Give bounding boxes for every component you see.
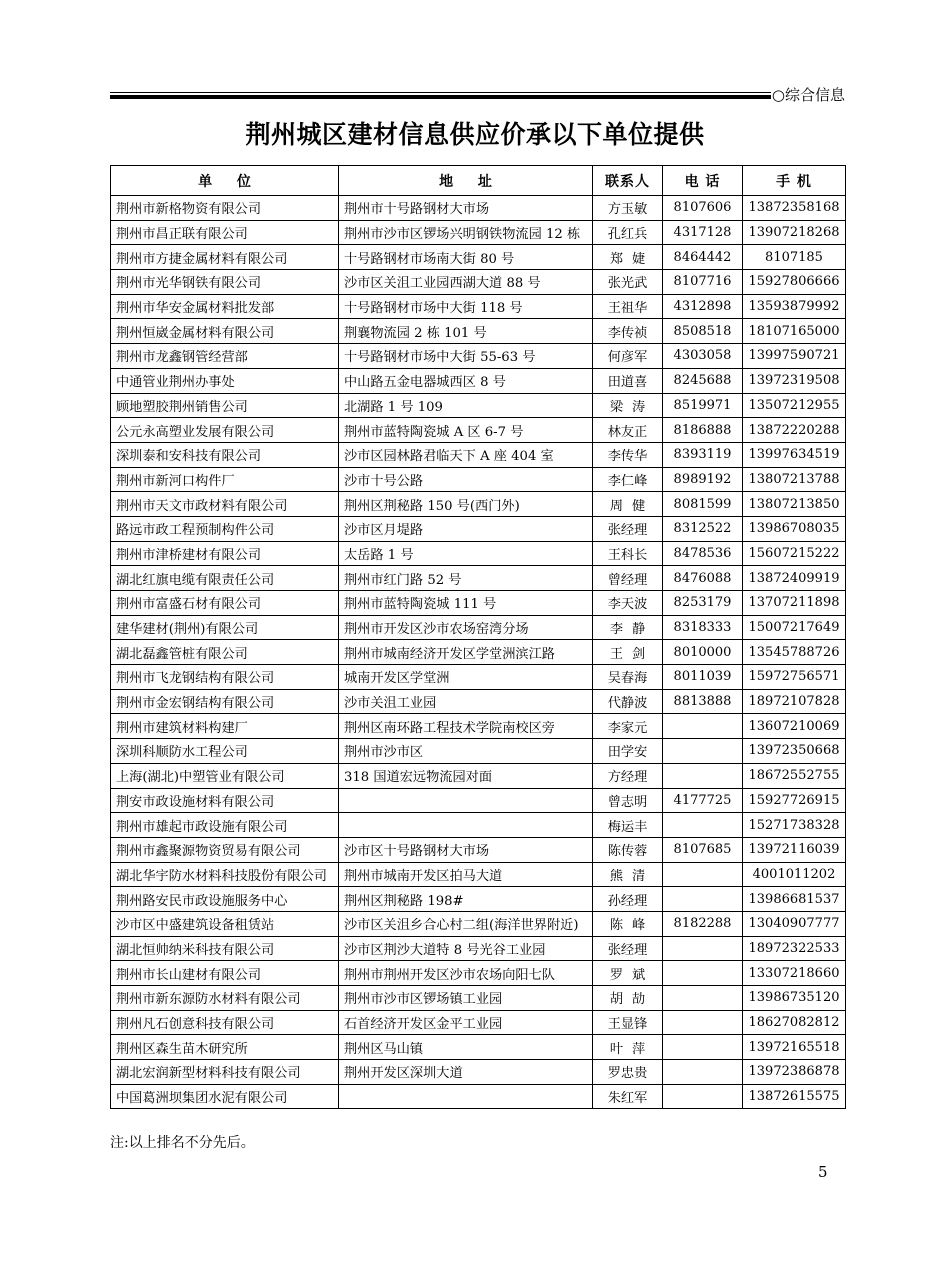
column-header-contact-label: 联系人 (605, 173, 650, 190)
cell-mobile: 13907218268 (743, 220, 846, 245)
cell-phone: 8476088 (663, 566, 743, 591)
cell-phone (663, 739, 743, 764)
cell-address: 荆州市荆州开发区沙市农场向阳七队 (339, 961, 593, 986)
cell-unit: 荆州市方捷金属材料有限公司 (111, 245, 339, 270)
cell-mobile: 13707211898 (743, 591, 846, 616)
table-row (111, 615, 846, 640)
cell-unit: 公元永高塑业发展有限公司 (111, 418, 339, 443)
cell-address (339, 1084, 593, 1109)
cell-mobile: 13986708035 (743, 516, 846, 541)
cell-contact: 孔红兵 (593, 220, 663, 245)
cell-unit: 荆州市建筑材料构建厂 (111, 714, 339, 739)
cell-address: 荆州区荆秘路 198# (339, 887, 593, 912)
cell-contact: 李传祯 (593, 319, 663, 344)
cell-unit: 深圳科顺防水工程公司 (111, 739, 339, 764)
cell-mobile: 15927726915 (743, 788, 846, 813)
cell-contact: 李天波 (593, 591, 663, 616)
table-row (111, 418, 846, 443)
cell-contact (593, 961, 663, 986)
page-title: 荆州城区建材信息供应价承以下单位提供 (245, 120, 705, 149)
cell-mobile: 13997590721 (743, 344, 846, 369)
cell-unit: 沙市区中盛建筑设备租赁站 (111, 911, 339, 936)
cell-mobile: 13972319508 (743, 368, 846, 393)
table-row (111, 1060, 846, 1085)
cell-phone: 4317128 (663, 220, 743, 245)
column-header-phone-label: 电 话 (684, 173, 721, 190)
cell-unit: 顾地塑胶荆州销售公司 (111, 393, 339, 418)
cell-contact (593, 911, 663, 936)
cell-mobile: 13972350668 (743, 739, 846, 764)
cell-contact: 李仁峰 (593, 467, 663, 492)
table-row (111, 492, 846, 517)
cell-unit: 湖北红旗电缆有限责任公司 (111, 566, 339, 591)
cell-address: 十号路钢材市场南大街 80 号 (339, 245, 593, 270)
cell-unit: 深圳泰和安科技有限公司 (111, 442, 339, 467)
cell-unit: 荆州市新格物资有限公司 (111, 196, 339, 221)
cell-unit: 荆州市鑫聚源物资贸易有限公司 (111, 837, 339, 862)
table-row (111, 294, 846, 319)
cell-contact: 方经理 (593, 763, 663, 788)
cell-phone: 8508518 (663, 319, 743, 344)
cell-address: 荆州市红门路 52 号 (339, 566, 593, 591)
cell-address: 荆州市城南开发区拍马大道 (339, 862, 593, 887)
table-row (111, 270, 846, 295)
cell-contact: 陈传蓉 (593, 837, 663, 862)
contact-name-spread: 罗斌 (609, 967, 655, 983)
cell-mobile: 13972165518 (743, 1035, 846, 1060)
supply-table (110, 165, 846, 1109)
cell-unit: 荆州区森生苗木研究所 (111, 1035, 339, 1060)
table-row (111, 986, 846, 1011)
contact-name-spread: 陈峰 (609, 918, 655, 934)
cell-unit: 路远市政工程预制构件公司 (111, 516, 339, 541)
cell-mobile: 15007217649 (743, 615, 846, 640)
cell-address: 荆州市蓝特陶瓷城 111 号 (339, 591, 593, 616)
cell-mobile: 15927806666 (743, 270, 846, 295)
cell-mobile: 13545788726 (743, 640, 846, 665)
table-row (111, 1035, 846, 1060)
header-section-label: ○综合信息 (771, 86, 845, 104)
cell-phone (663, 1084, 743, 1109)
table-row (111, 319, 846, 344)
table-row (111, 640, 846, 665)
cell-unit: 荆州市天文市政材料有限公司 (111, 492, 339, 517)
table-body (111, 196, 846, 1109)
table-row (111, 665, 846, 690)
cell-mobile: 13872220288 (743, 418, 846, 443)
cell-phone: 8393119 (663, 442, 743, 467)
cell-mobile: 13593879992 (743, 294, 846, 319)
cell-unit: 建华建材(荆州)有限公司 (111, 615, 339, 640)
cell-phone: 8989192 (663, 467, 743, 492)
cell-address: 荆州区马山镇 (339, 1035, 593, 1060)
cell-phone (663, 986, 743, 1011)
cell-contact: 曾经理 (593, 566, 663, 591)
cell-mobile: 13986735120 (743, 986, 846, 1011)
cell-mobile: 13507212955 (743, 393, 846, 418)
cell-contact (593, 862, 663, 887)
cell-address: 荆襄物流园 2 栋 101 号 (339, 319, 593, 344)
cell-mobile: 8107185 (743, 245, 846, 270)
cell-address: 沙市关沮工业园 (339, 689, 593, 714)
cell-mobile: 13607210069 (743, 714, 846, 739)
cell-mobile: 15271738328 (743, 813, 846, 838)
cell-unit: 荆州市昌正联有限公司 (111, 220, 339, 245)
cell-phone: 4312898 (663, 294, 743, 319)
cell-address: 荆州市沙市区 (339, 739, 593, 764)
cell-address: 荆州市沙市区锣场镇工业园 (339, 986, 593, 1011)
cell-phone: 8318333 (663, 615, 743, 640)
cell-address (339, 788, 593, 813)
cell-unit: 荆州市金宏钢结构有限公司 (111, 689, 339, 714)
cell-unit: 荆州市龙鑫钢管经营部 (111, 344, 339, 369)
cell-phone (663, 813, 743, 838)
cell-contact (593, 1035, 663, 1060)
table-row (111, 220, 846, 245)
cell-phone: 8010000 (663, 640, 743, 665)
cell-unit: 荆州市津桥建材有限公司 (111, 541, 339, 566)
column-header-phone (663, 166, 743, 196)
cell-phone: 8245688 (663, 368, 743, 393)
cell-mobile: 13807213788 (743, 467, 846, 492)
cell-contact: 林友正 (593, 418, 663, 443)
cell-address: 沙市区关沮工业园西湖大道 88 号 (339, 270, 593, 295)
contact-name-spread: 叶萍 (609, 1041, 655, 1057)
cell-phone: 8107685 (663, 837, 743, 862)
table-row (111, 368, 846, 393)
table-row (111, 813, 846, 838)
cell-contact (593, 492, 663, 517)
cell-contact: 张光武 (593, 270, 663, 295)
table-row (111, 961, 846, 986)
cell-contact: 罗忠贵 (593, 1060, 663, 1085)
cell-contact: 张经理 (593, 516, 663, 541)
cell-address: 荆州市蓝特陶瓷城 A 区 6-7 号 (339, 418, 593, 443)
cell-contact: 吴春海 (593, 665, 663, 690)
table-row (111, 541, 846, 566)
cell-phone: 4177725 (663, 788, 743, 813)
table-row (111, 591, 846, 616)
cell-address: 荆州市开发区沙市农场窑湾分场 (339, 615, 593, 640)
cell-unit: 中通管业荆州办事处 (111, 368, 339, 393)
table-row (111, 837, 846, 862)
cell-contact: 李家元 (593, 714, 663, 739)
page-number: 5 (818, 1163, 828, 1181)
cell-address: 沙市区园林路君临天下 A 座 404 室 (339, 442, 593, 467)
cell-contact: 何彦军 (593, 344, 663, 369)
cell-address: 十号路钢材市场中大街 118 号 (339, 294, 593, 319)
cell-unit: 上海(湖北)中塑管业有限公司 (111, 763, 339, 788)
table-row (111, 393, 846, 418)
cell-unit: 湖北宏润新型材料科技有限公司 (111, 1060, 339, 1085)
cell-mobile: 13997634519 (743, 442, 846, 467)
cell-unit: 荆州市飞龙钢结构有限公司 (111, 665, 339, 690)
cell-address (339, 813, 593, 838)
contact-name-spread: 熊清 (609, 868, 655, 884)
contact-name-spread: 梁涛 (609, 399, 655, 415)
cell-unit: 荆州恒崴金属材料有限公司 (111, 319, 339, 344)
cell-phone (663, 862, 743, 887)
cell-address: 沙市区十号路钢材大市场 (339, 837, 593, 862)
table-row (111, 566, 846, 591)
cell-phone (663, 1035, 743, 1060)
cell-contact (593, 393, 663, 418)
cell-mobile: 13040907777 (743, 911, 846, 936)
cell-contact: 梅运丰 (593, 813, 663, 838)
cell-address: 中山路五金电器城西区 8 号 (339, 368, 593, 393)
cell-unit: 荆州凡石创意科技有限公司 (111, 1010, 339, 1035)
cell-address: 荆州市城南经济开发区学堂洲滨江路 (339, 640, 593, 665)
cell-mobile: 18627082812 (743, 1010, 846, 1035)
table-row (111, 1010, 846, 1035)
cell-mobile: 13307218660 (743, 961, 846, 986)
cell-mobile: 13872615575 (743, 1084, 846, 1109)
cell-unit: 荆州市长山建材有限公司 (111, 961, 339, 986)
cell-phone: 8107606 (663, 196, 743, 221)
cell-unit: 荆州市华安金属材料批发部 (111, 294, 339, 319)
supply-table-container (110, 165, 845, 1109)
table-row (111, 714, 846, 739)
cell-mobile: 18972322533 (743, 936, 846, 961)
cell-contact: 张经理 (593, 936, 663, 961)
table-row (111, 442, 846, 467)
table-row (111, 689, 846, 714)
cell-contact: 孙经理 (593, 887, 663, 912)
cell-phone: 4303058 (663, 344, 743, 369)
column-header-address-label: 地 址 (439, 173, 502, 190)
footnote: 注:以上排名不分先后。 (110, 1135, 255, 1151)
cell-phone (663, 714, 743, 739)
cell-mobile: 13872409919 (743, 566, 846, 591)
cell-phone: 8253179 (663, 591, 743, 616)
cell-phone: 8813888 (663, 689, 743, 714)
cell-address: 十号路钢材市场中大街 55-63 号 (339, 344, 593, 369)
cell-mobile: 15607215222 (743, 541, 846, 566)
cell-address: 荆州区荆秘路 150 号(西门外) (339, 492, 593, 517)
cell-phone: 8312522 (663, 516, 743, 541)
column-header-contact (593, 166, 663, 196)
cell-unit: 湖北磊鑫管桩有限公司 (111, 640, 339, 665)
cell-address: 荆州市十号路钢材大市场 (339, 196, 593, 221)
cell-address: 荆州开发区深圳大道 (339, 1060, 593, 1085)
table-row (111, 862, 846, 887)
table-row (111, 196, 846, 221)
cell-contact: 王科长 (593, 541, 663, 566)
contact-name-spread: 周健 (609, 498, 655, 514)
table-row (111, 911, 846, 936)
cell-phone (663, 936, 743, 961)
cell-contact (593, 640, 663, 665)
cell-address: 沙市十号公路 (339, 467, 593, 492)
table-header-row (111, 166, 846, 196)
cell-unit: 荆州市光华钢铁有限公司 (111, 270, 339, 295)
cell-unit: 荆州市雄起市政设施有限公司 (111, 813, 339, 838)
cell-phone (663, 1060, 743, 1085)
cell-mobile: 13972116039 (743, 837, 846, 862)
cell-contact: 朱红军 (593, 1084, 663, 1109)
cell-unit: 湖北恒帅纳米科技有限公司 (111, 936, 339, 961)
table-row (111, 344, 846, 369)
cell-contact: 方玉敏 (593, 196, 663, 221)
cell-contact: 王祖华 (593, 294, 663, 319)
header-double-rule (110, 92, 771, 99)
cell-address: 318 国道宏远物流园对面 (339, 763, 593, 788)
cell-contact (593, 245, 663, 270)
cell-unit: 中国葛洲坝集团水泥有限公司 (111, 1084, 339, 1109)
column-header-unit-label: 单 位 (198, 173, 261, 190)
cell-mobile: 13986681537 (743, 887, 846, 912)
cell-address: 沙市区月堤路 (339, 516, 593, 541)
cell-contact (593, 615, 663, 640)
cell-address: 北湖路 1 号 109 (339, 393, 593, 418)
table-row (111, 936, 846, 961)
column-header-mobile (743, 166, 846, 196)
cell-unit: 荆安市政设施材料有限公司 (111, 788, 339, 813)
table-row (111, 516, 846, 541)
cell-phone: 8478536 (663, 541, 743, 566)
cell-mobile: 18972107828 (743, 689, 846, 714)
cell-address: 石首经济开发区金平工业园 (339, 1010, 593, 1035)
contact-name-spread: 王剑 (609, 646, 655, 662)
cell-phone: 8081599 (663, 492, 743, 517)
cell-phone: 8464442 (663, 245, 743, 270)
cell-mobile: 13872358168 (743, 196, 846, 221)
cell-mobile: 15972756571 (743, 665, 846, 690)
contact-name-spread: 郑婕 (609, 251, 655, 267)
cell-mobile: 18107165000 (743, 319, 846, 344)
cell-phone (663, 887, 743, 912)
running-head (110, 78, 845, 104)
cell-contact: 代静波 (593, 689, 663, 714)
table-row (111, 245, 846, 270)
column-header-address (339, 166, 593, 196)
cell-contact: 曾志明 (593, 788, 663, 813)
cell-address: 荆州市沙市区锣场兴明钢铁物流园 12 栋 (339, 220, 593, 245)
contact-name-spread: 胡劼 (609, 992, 655, 1008)
cell-address: 太岳路 1 号 (339, 541, 593, 566)
cell-mobile: 13807213850 (743, 492, 846, 517)
cell-address: 沙市区关沮乡合心村二组(海洋世界附近) (339, 911, 593, 936)
cell-contact: 李传华 (593, 442, 663, 467)
cell-phone: 8107716 (663, 270, 743, 295)
cell-contact (593, 986, 663, 1011)
cell-phone: 8182288 (663, 911, 743, 936)
table-header (111, 166, 846, 196)
cell-address: 城南开发区学堂洲 (339, 665, 593, 690)
contact-name-spread: 李静 (609, 622, 655, 638)
cell-unit: 荆州路安民市政设施服务中心 (111, 887, 339, 912)
cell-mobile: 13972386878 (743, 1060, 846, 1085)
cell-contact: 田学安 (593, 739, 663, 764)
cell-phone (663, 1010, 743, 1035)
table-row (111, 467, 846, 492)
cell-unit: 湖北华宇防水材料科技股份有限公司 (111, 862, 339, 887)
cell-unit: 荆州市富盛石材有限公司 (111, 591, 339, 616)
column-header-mobile-label: 手 机 (776, 173, 812, 190)
cell-phone: 8186888 (663, 418, 743, 443)
cell-phone (663, 961, 743, 986)
cell-address: 沙市区荆沙大道特 8 号光谷工业园 (339, 936, 593, 961)
cell-unit: 荆州市新河口构件厂 (111, 467, 339, 492)
table-row (111, 887, 846, 912)
cell-phone: 8519971 (663, 393, 743, 418)
table-row (111, 739, 846, 764)
table-row (111, 788, 846, 813)
cell-contact: 田道喜 (593, 368, 663, 393)
cell-address: 荆州区南环路工程技术学院南校区旁 (339, 714, 593, 739)
table-row (111, 763, 846, 788)
cell-unit: 荆州市新东源防水材料有限公司 (111, 986, 339, 1011)
cell-contact: 王显锋 (593, 1010, 663, 1035)
cell-mobile: 4001011202 (743, 862, 846, 887)
cell-mobile: 18672552755 (743, 763, 846, 788)
table-row (111, 1084, 846, 1109)
cell-phone: 8011039 (663, 665, 743, 690)
column-header-unit (111, 166, 339, 196)
cell-phone (663, 763, 743, 788)
